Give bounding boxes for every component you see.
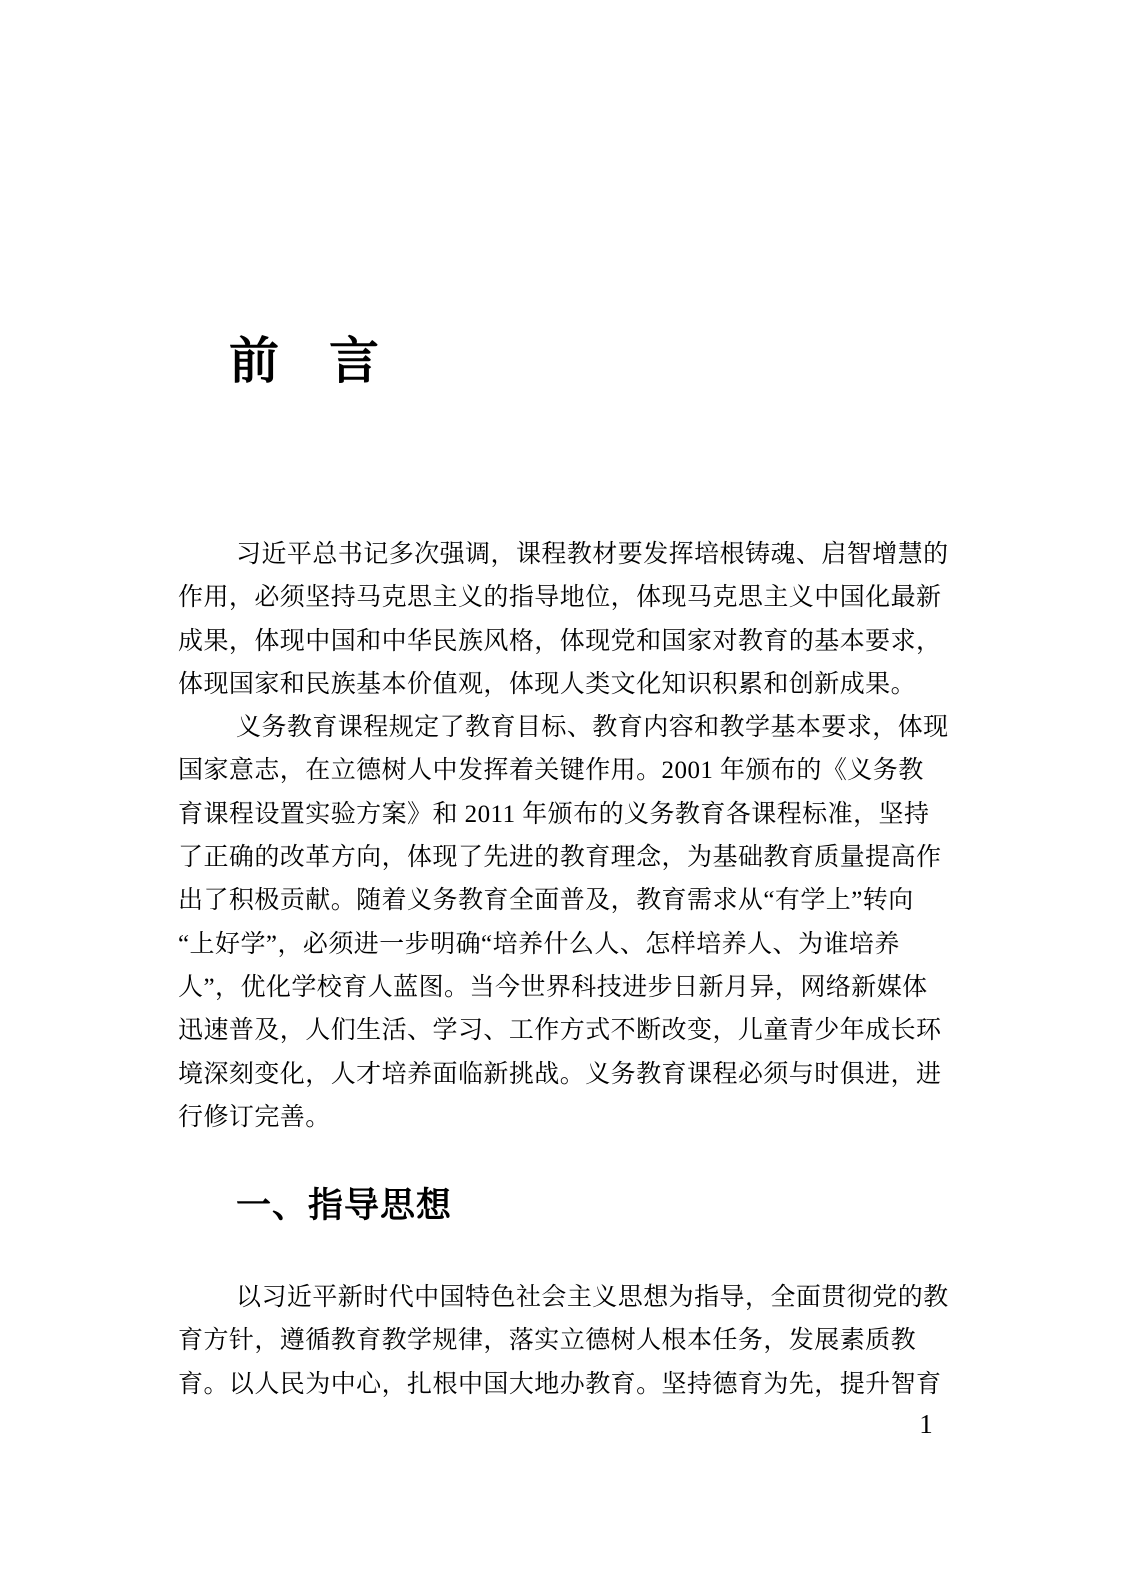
text-line: 育方针，遵循教育教学规律，落实立德树人根本任务，发展素质教	[178, 1327, 917, 1355]
text-line: 出了积极贡献。随着义务教育全面普及，教育需求从“有学上”转向	[178, 887, 914, 915]
text-line: “上好学”，必须进一步明确“培养什么人、怎样培养人、为谁培养	[178, 930, 900, 958]
preface-body	[178, 533, 949, 1139]
text-line: 了正确的改革方向，体现了先进的教育理念，为基础教育质量提高作	[178, 844, 942, 872]
text-line: 境深刻变化，人才培养面临新挑战。义务教育课程必须与时俱进，进	[178, 1060, 942, 1088]
text-line: 体现国家和民族基本价值观，体现人类文化知识积累和创新成果。	[178, 670, 917, 698]
text-line: 作用，必须坚持马克思主义的指导地位，体现马克思主义中国化最新	[178, 584, 942, 612]
text-line: 育课程设置实验方案》和 2011 年颁布的义务教育各课程标准，坚持	[178, 800, 930, 828]
text-line: 人”，优化学校育人蓝图。当今世界科技进步日新月异，网络新媒体	[178, 973, 928, 1001]
text-line: 育。以人民为中心，扎根中国大地办教育。坚持德育为先，提升智育	[178, 1370, 942, 1398]
text-line: 习近平总书记多次强调，课程教材要发挥培根铸魂、启智增慧的	[236, 541, 949, 568]
document-title: 前 言	[229, 333, 379, 389]
section-heading-guiding-ideology: 一、指导思想	[236, 1186, 453, 1225]
page-number: 1	[919, 1409, 933, 1439]
text-line: 国家意志，在立德树人中发挥着关键作用。2001 年颁布的《义务教	[178, 757, 924, 785]
text-line: 义务教育课程规定了教育目标、教育内容和教学基本要求，体现	[236, 714, 949, 742]
text-line: 迅速普及，人们生活、学习、工作方式不断改变，儿童青少年成长环	[178, 1017, 942, 1045]
text-line: 以习近平新时代中国特色社会主义思想为指导，全面贯彻党的教	[236, 1284, 949, 1311]
text-line: 行修订完善。	[178, 1103, 331, 1131]
section-body	[178, 1276, 949, 1406]
text-line: 成果，体现中国和中华民族风格，体现党和国家对教育的基本要求，	[178, 627, 942, 655]
